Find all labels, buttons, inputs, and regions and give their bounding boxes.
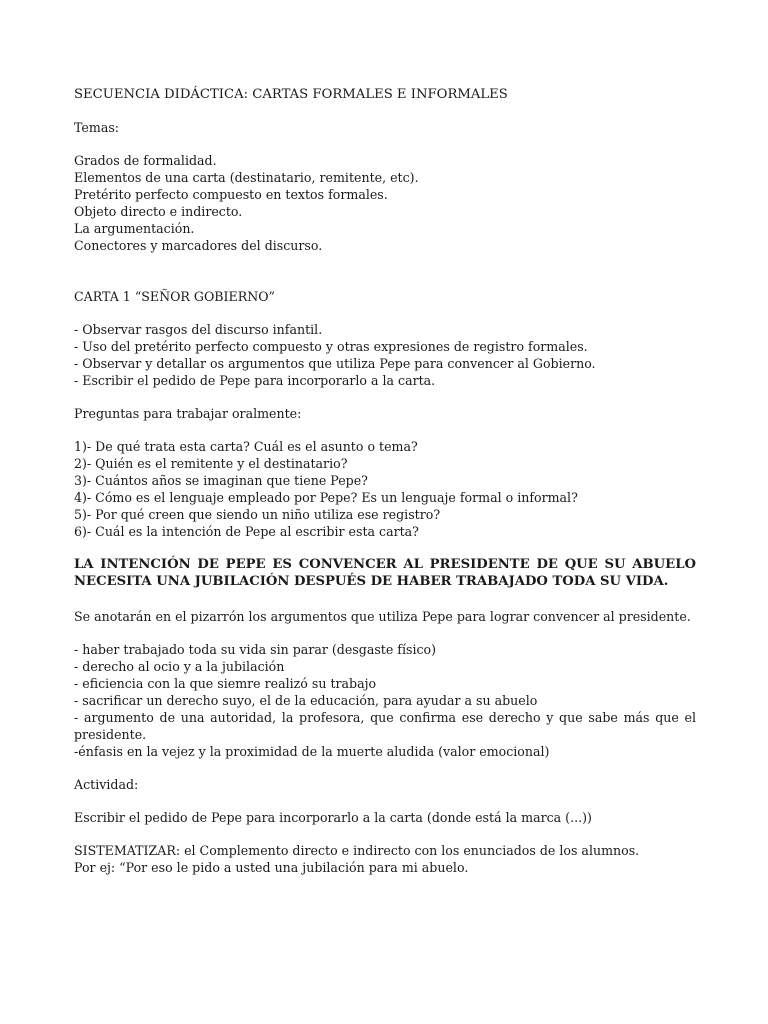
preguntas-label: Preguntas para trabajar oralmente: — [74, 406, 302, 421]
list-item: - haber trabajado toda su vida sin parar (desgaste físico) — [74, 642, 437, 657]
list-item: - sacrificar un derecho suyo, el de la educación, para ayudar a su abuelo — [74, 693, 538, 708]
list-item: - Uso del pretérito perfecto compuesto y otras expresiones de registro formales. — [74, 339, 588, 354]
list-item: La argumentación. — [74, 221, 195, 236]
document-page — [74, 86, 696, 876]
list-item: Objeto directo e indirecto. — [74, 204, 243, 219]
list-item: -énfasis en la vejez y la proximidad de la muerte aludida (valor emocional) — [74, 744, 550, 759]
actividad-label: Actividad: — [74, 777, 139, 792]
ejemplo-paragraph: Por ej: “Por eso le pido a usted una jubilación para mi abuelo. — [74, 860, 469, 875]
intencion-statement: LA INTENCIÓN DE PEPE ES CONVENCER AL PRESIDENTE DE QUE SU ABUELO NECESITA UNA JUBILACIÓN DESPUÉS DE HABER TRABAJADO TODA SU VIDA. — [74, 557, 696, 589]
list-item: 5)- Por qué creen que siendo un niño utiliza ese registro? — [74, 507, 441, 522]
list-item: - eficiencia con la que siemre realizó su trabajo — [74, 676, 377, 691]
list-item: - derecho al ocio y a la jubilación — [74, 659, 285, 674]
preguntas-list — [74, 438, 696, 540]
list-item: - Observar y detallar os argumentos que utiliza Pepe para convencer al Gobierno. — [74, 356, 596, 371]
list-item: 1)- De qué trata esta carta? Cuál es el asunto o tema? — [74, 439, 418, 454]
list-item: 4)- Cómo es el lenguaje empleado por Pepe? Es un lenguaje formal o informal? — [74, 490, 578, 505]
objetivos-list — [74, 321, 696, 389]
sistematizar-paragraph: SISTEMATIZAR: el Complemento directo e indirecto con los enunciados de los alumnos. — [74, 843, 640, 858]
pizarron-paragraph: Se anotarán en el pizarrón los argumentos que utiliza Pepe para lograr convencer al presidente. — [74, 609, 691, 624]
list-item: - Escribir el pedido de Pepe para incorporarlo a la carta. — [74, 373, 436, 388]
list-item: 2)- Quién es el remitente y el destinatario? — [74, 456, 348, 471]
list-item: 6)- Cuál es la intención de Pepe al escribir esta carta? — [74, 524, 419, 539]
actividad-paragraph: Escribir el pedido de Pepe para incorporarlo a la carta (donde está la marca (...)) — [74, 810, 592, 825]
temas-list — [74, 152, 696, 254]
list-item: Conectores y marcadores del discurso. — [74, 238, 323, 253]
list-item: Elementos de una carta (destinatario, remitente, etc). — [74, 170, 419, 185]
document-title: SECUENCIA DIDÁCTICA: CARTAS FORMALES E INFORMALES — [74, 87, 508, 102]
list-item: 3)- Cuántos años se imaginan que tiene Pepe? — [74, 473, 368, 488]
carta-heading: CARTA 1 “SEÑOR GOBIERNO” — [74, 289, 275, 304]
temas-label: Temas: — [74, 120, 120, 135]
list-item: Grados de formalidad. — [74, 153, 217, 168]
argumentos-list — [74, 641, 696, 760]
list-item: - Observar rasgos del discurso infantil. — [74, 322, 323, 337]
list-item: - argumento de una autoridad, la profesora, que confirma ese derecho y que sabe más que el presidente. — [74, 710, 696, 742]
list-item: Pretérito perfecto compuesto en textos formales. — [74, 187, 388, 202]
